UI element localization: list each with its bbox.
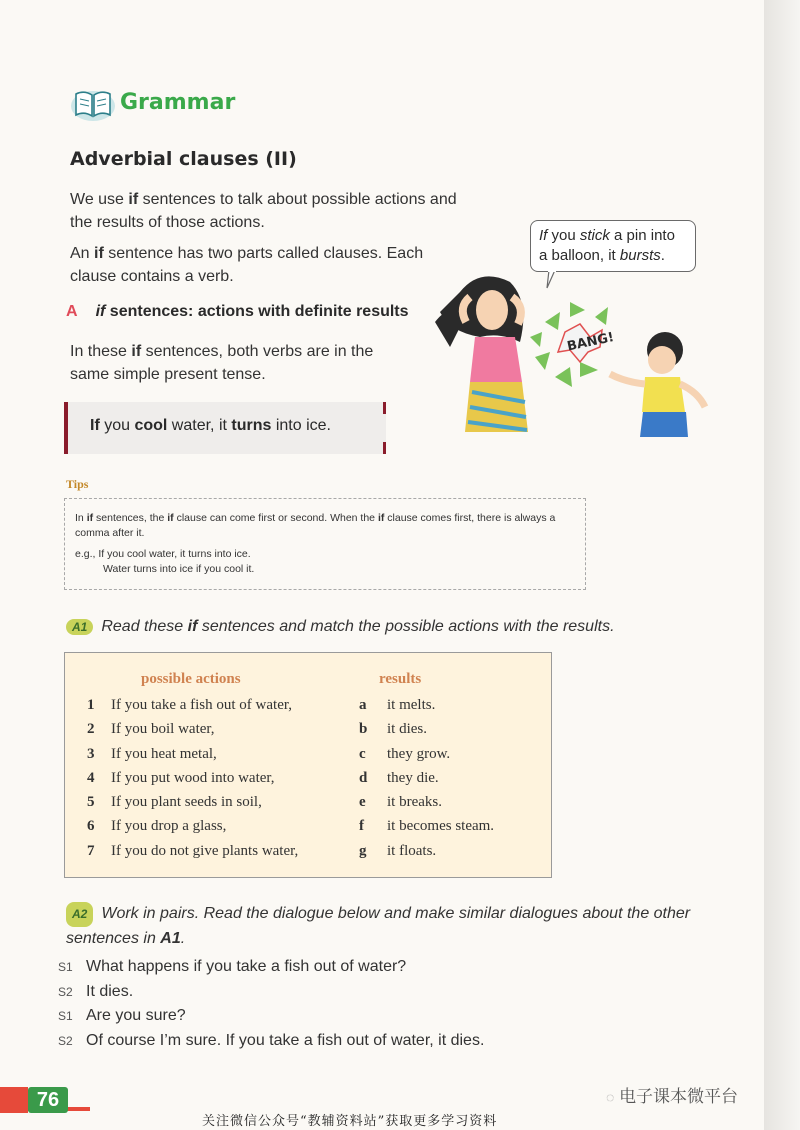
dialogue-text: Of course I’m sure. If you take a fish out of water, it dies. [86, 1031, 485, 1049]
result-letter: a [359, 697, 367, 713]
result-text: it breaks. [387, 794, 442, 811]
result-row [359, 839, 494, 863]
tips-rule: In if sentences, the if clause can come first or second. When the if clause comes first, there is always a comma after it. [75, 512, 556, 539]
action-row [87, 717, 298, 741]
chat-bubble-icon: ◌ [606, 1089, 615, 1105]
result-letter: b [359, 721, 368, 738]
action-text: If you heat metal, [111, 745, 217, 762]
results-column [359, 693, 494, 863]
action-row [87, 742, 298, 766]
action-number: 5 [87, 794, 95, 811]
action-text: If you drop a glass, [111, 818, 227, 835]
result-row [359, 766, 494, 790]
watermark-footer: 关注微信公众号“教辅资料站”获取更多学习资料 [202, 1114, 498, 1129]
action-text: If you plant seeds in soil, [111, 794, 262, 811]
result-letter: c [359, 745, 366, 762]
task-a1-instruction: A1 Read these if sentences and match the possible actions with the results. [66, 618, 615, 636]
balloon-pop-illustration [430, 262, 720, 442]
result-text: it becomes steam. [387, 818, 495, 835]
intro-paragraph-1: We use if sentences to talk about possible actions and the results of those actions. [70, 191, 457, 231]
action-number: 1 [87, 697, 95, 713]
dialogue-line [58, 1029, 484, 1054]
result-row [359, 790, 494, 814]
subsection-a-text: In these if sentences, both verbs are in the same simple present tense. [70, 343, 374, 383]
action-row [87, 814, 298, 838]
result-letter: f [359, 818, 364, 835]
box-corner-mark [383, 402, 386, 414]
subsection-a-heading: A if sentences: actions with definite results [66, 303, 409, 320]
result-text: it floats. [387, 842, 437, 859]
action-text: If you boil water, [111, 721, 215, 738]
tips-label: Tips [66, 477, 89, 491]
intro-paragraph-2: An if sentence has two parts called clauses. Each clause contains a verb. [70, 245, 424, 285]
dialogue-text: Are you sure? [86, 1007, 186, 1024]
box-corner-mark [383, 442, 386, 454]
result-letter: g [359, 842, 367, 859]
result-row [359, 742, 494, 766]
section-title: Grammar [120, 89, 236, 115]
action-row [87, 790, 298, 814]
action-text: If you put wood into water, [111, 769, 275, 786]
result-text: they grow. [387, 745, 451, 762]
result-letter: d [359, 769, 368, 786]
action-row [87, 839, 298, 863]
speaker-label: S2 [58, 984, 73, 999]
action-row [87, 766, 298, 790]
speaker-label: S1 [58, 960, 73, 974]
dialogue-line [58, 980, 484, 1005]
task-a2-instruction: A2 Work in pairs. Read the dialogue below and make similar dialogues about the other sentences in A1. [66, 902, 716, 950]
dialogue-text: It dies. [86, 982, 134, 1000]
watermark-platform: ◌ 电子课本微平台 [606, 1087, 739, 1106]
task-badge: A2 [66, 902, 93, 927]
action-number: 6 [87, 818, 95, 835]
result-row [359, 693, 494, 717]
action-number: 3 [87, 745, 95, 762]
dialogue-line [58, 955, 484, 980]
tips-example-2: Water turns into ice if you cool it. [103, 563, 255, 575]
tips-box [64, 498, 586, 590]
open-book-icon [70, 82, 116, 122]
page-number: 76 [28, 1087, 68, 1113]
action-row [87, 693, 298, 717]
section-header [70, 80, 235, 124]
result-row [359, 717, 494, 741]
result-text: it dies. [387, 721, 427, 738]
example-sentence-box [64, 402, 386, 454]
speaker-label: S1 [58, 1009, 73, 1023]
action-text: If you take a fish out of water, [111, 697, 293, 713]
example-sentence: If you cool water, it turns into ice. [90, 417, 331, 434]
dialogue-line [58, 1004, 484, 1029]
bang-text: BANG! [565, 329, 616, 355]
result-text: they die. [387, 769, 439, 786]
results-header: results [379, 671, 422, 687]
speaker-label: S2 [58, 1033, 73, 1048]
task-badge: A1 [66, 619, 93, 635]
speech-bubble: If you stick a pin into a balloon, it bursts. [530, 220, 696, 272]
action-number: 4 [87, 769, 95, 786]
dialogue [58, 955, 484, 1053]
page-edge-shadow [764, 0, 800, 1130]
result-text: it melts. [387, 697, 436, 713]
actions-header: possible actions [141, 671, 241, 687]
action-number: 2 [87, 721, 95, 738]
result-letter: e [359, 794, 366, 811]
page-heading: Adverbial clauses (II) [70, 148, 297, 170]
matching-table [64, 652, 552, 878]
result-row [359, 814, 494, 838]
action-text: If you do not give plants water, [111, 842, 299, 859]
dialogue-text: What happens if you take a fish out of water? [86, 958, 407, 975]
actions-column [87, 693, 298, 863]
action-number: 7 [87, 842, 95, 859]
tips-example-1: e.g., If you cool water, it turns into ice. [75, 548, 251, 560]
